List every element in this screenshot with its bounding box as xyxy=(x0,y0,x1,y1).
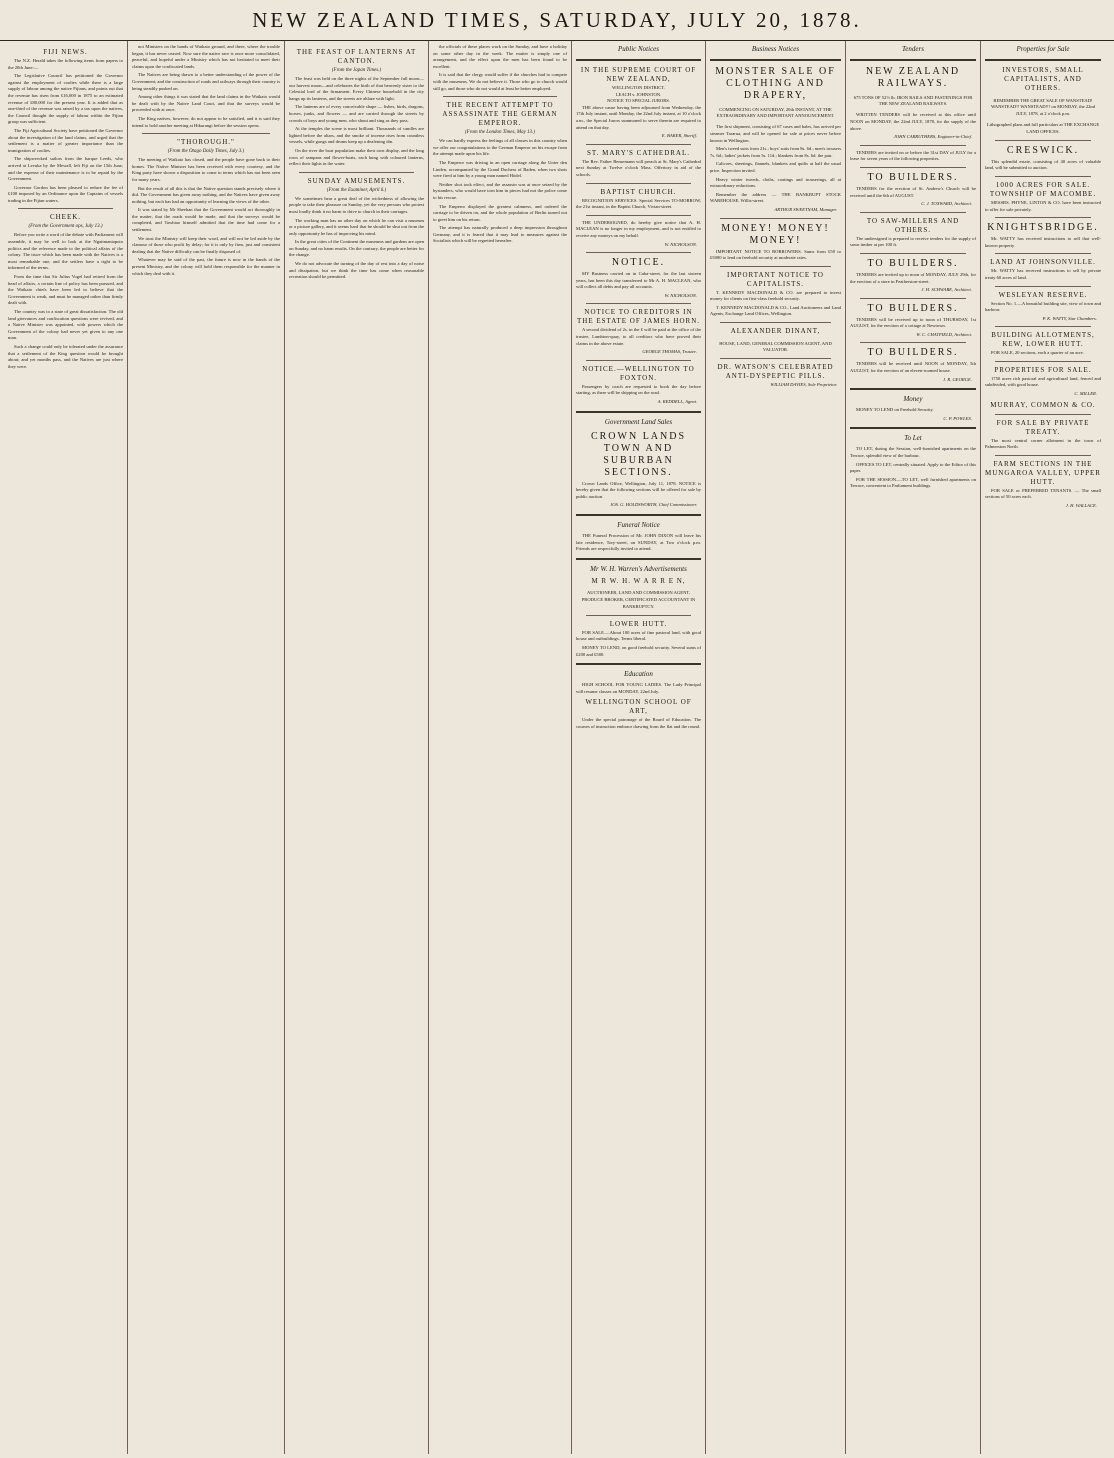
advert-title: ALEXANDER DINANT, xyxy=(730,327,821,336)
advert-text: Calicoes, sheetings, flannels, blankets and quilts at half the usual price. Inspection invited. xyxy=(710,161,841,173)
article-text: We do not advocate the turning of the day of rest into a day of noise and dissipation, but we think the time has come when reasonable recreation should be permitted. xyxy=(289,261,424,280)
divider xyxy=(443,96,557,97)
divider xyxy=(576,663,701,665)
article-source: (From the Examiner, April 6.) xyxy=(326,187,387,193)
section-header-government-land-sales: Government Land Sales xyxy=(604,417,673,426)
notice-text: THE Funeral Procession of Mr. JOHN DIXON will leave his late residence, Tory-street, on SUNDAY, at Two o'clock p.m. Friends are respectfully invited to attend. xyxy=(576,533,701,552)
article-text: The Emperor was driving in an open carriage along the Unter den Linden, accompanied by the Grand Duchess of Baden, when two shots were fired at him by a young man named Hödel. xyxy=(433,159,567,179)
divider xyxy=(586,303,691,304)
article-text: We can hardly express the feelings of all classes in this country when we offer our congratulations to the German Emperor on his escape from the attempt made upon his life. xyxy=(433,138,567,157)
advert-text: The first shipment, consisting of 67 cases and bales, has arrived per steamer Tararua, and will be opened for sale at prices never before known in Wellington. xyxy=(710,124,841,143)
article-text: In the great cities of the Continent the museums and gardens are open on Sunday, and no harm results. On the contrary, the people are better for the change. xyxy=(289,239,424,258)
property-signature: J. H. WALLACE. xyxy=(1065,503,1097,509)
advert-signature: C. P. POWLES. xyxy=(943,415,972,421)
advert-signature: ARTHUR SWEETNAM, Manager. xyxy=(774,206,837,212)
property-title: MURRAY, COMMON & CO. xyxy=(990,400,1096,409)
divider xyxy=(586,360,691,361)
notice-case: LEACH v. JOHNSTON. xyxy=(615,91,662,97)
tender-signature: J. H. SCHWABE, Architect. xyxy=(921,287,972,293)
article-text: The Fiji Agricultural Society have petitioned the Governor about the investigation of the land claims, and urged that the settlement is a matter of greater importance than the immigration of coolies. xyxy=(8,127,123,153)
property-text: Mr. WATTY has received instructions to sell that well-known property. xyxy=(985,236,1101,248)
column-5 xyxy=(572,41,706,1454)
advert-text: HOUSE, LAND, GENERAL COMMISSION AGENT, AND VALUATOR. xyxy=(719,340,832,353)
notice-text: THE UNDERSIGNED, do hereby give notice that A. H. MACLEAN is no longer in my employment, and is not entitled to receive any moneys on my behalf. xyxy=(576,219,701,238)
notice-text: Passengers by coach are requested to book the day before starting, as there will be shipping on the road. xyxy=(576,383,701,396)
divider xyxy=(586,183,691,184)
divider xyxy=(850,427,976,429)
tender-text: TENDERS will be received up to noon of THURSDAY, 1st AUGUST, for the erection of a cottage at Newtown. xyxy=(850,316,976,329)
column-6 xyxy=(706,41,846,1454)
advert-text: COMMENCING ON SATURDAY, 20th INSTANT, AT THE EXTRAORDINARY AND IMPORTANT ANNOUNCEMENT. xyxy=(716,106,835,119)
property-title: INVESTORS, SMALL CAPITALISTS, AND OTHERS. xyxy=(1002,66,1084,92)
section-header-money: Money xyxy=(903,395,923,404)
column-4 xyxy=(429,41,572,1454)
article-text: The N.Z. Herald takes the following items from papers to the 20th June:— xyxy=(8,58,123,70)
advert-title: LOWER HUTT. xyxy=(609,619,668,628)
advert-text: TO LET, during the Session, well-furnished apartments on the Terrace, splendid view of the harbour. xyxy=(850,446,976,459)
property-title: FOR SALE BY PRIVATE TREATY. xyxy=(996,418,1090,436)
column-3 xyxy=(285,41,429,1454)
masthead xyxy=(0,0,1114,41)
notice-text: RECOGNITION SERVICES. Special Services TO-MORROW, the 21st instant, in the Baptist Church, Vivian-street. xyxy=(576,197,701,210)
tender-title: NEW ZEALAND RAILWAYS. xyxy=(865,66,961,89)
tender-title: TO BUILDERS. xyxy=(867,171,959,183)
advert-text: Men's tweed suits from 21s.; boys' suits from 8s. 6d.; men's trousers 7s. 6d.; ladies' jackets from 5s. 11d.; blankets from 8s. 6d. the pair. xyxy=(710,146,841,158)
divider xyxy=(860,342,966,343)
property-text: Lithographed plans and full particulars at THE EXCHANGE LAND OFFICES. xyxy=(986,121,1100,134)
property-title: WESLEYAN RESERVE. xyxy=(998,290,1088,299)
article-title-sunday: SUNDAY AMUSEMENTS. xyxy=(307,176,406,185)
section-header-warren: Mr W. H. Warren's Advertisements xyxy=(590,564,687,573)
section-header-business-notices: Business Notices xyxy=(751,45,800,53)
divider xyxy=(586,144,691,145)
tender-title: TO BUILDERS. xyxy=(867,302,959,314)
tender-text: TENDERS will be received until NOON of MONDAY, 5th AUGUST, for the erection of an eleven-roomed house. xyxy=(850,361,976,374)
property-text: The most central corner allotment in the town of Palmerston North. xyxy=(985,437,1101,450)
divider xyxy=(586,215,691,216)
tender-signature: C. J. TOXWARD, Architect. xyxy=(921,201,972,207)
tender-title: TO BUILDERS. xyxy=(867,257,959,269)
property-signature: P. K. WATTY, Star Chambers. xyxy=(1042,315,1097,321)
article-title-thorough: "THOROUGH." xyxy=(177,138,235,147)
advert-title: WELLINGTON SCHOOL OF ART, xyxy=(585,698,692,716)
notice-text: THE above cause having been adjourned from Wednesday, the 17th July instant, until Monday, the 22nd July instant, at 10 o'clock a.m., the Special Jurors summoned to serve therein are required to attend on that day. xyxy=(576,104,701,130)
notice-title: ST. MARY'S CATHEDRAL. xyxy=(586,148,691,157)
property-signature: C. MILLER. xyxy=(1074,391,1097,397)
divider xyxy=(720,358,831,359)
property-title: KNIGHTSBRIDGE. xyxy=(987,222,1099,234)
divider xyxy=(586,615,691,616)
divider xyxy=(142,133,270,134)
tender-text: TENDERS are invited up to noon of MONDAY, JULY 29th, for the erection of a store in Featherston-street. xyxy=(850,271,976,284)
advert-text: HIGH SCHOOL FOR YOUNG LADIES. The Lady Principal will resume classes on MONDAY, 22nd July. xyxy=(576,682,701,694)
property-title: CRESWICK. xyxy=(1006,144,1080,156)
divider xyxy=(576,411,701,413)
article-text: But the result of all this is that the Native question stands precisely where it did. The Government has given away nothing, and the Natives have given away nothing, but each has had an opportunity of learning the views of the other. xyxy=(132,185,280,204)
article-text: Governor Gordon has been pleased to reduce the fee of £100 imposed by an Ordinance upon the Captains of vessels trading in the Fijian waters. xyxy=(8,184,123,203)
article-text: not Ministers on the hands of Waikato ground, and there, where the trouble began, it has never ceased. Now sure the native race is once more consolidated, peaceful, and hopeful under a Ministry which has not hesitated to meet their claims upon the confiscated lands. xyxy=(132,44,280,69)
property-title: 1000 ACRES FOR SALE. TOWNSHIP OF MACOMBE. xyxy=(989,180,1097,198)
notice-title: IN THE SUPREME COURT OF NEW ZEALAND, xyxy=(580,66,697,83)
article-text: the officials of these places work on the Sunday, and have a holiday on some other day in the week. The matter is simply one of arrangement, and the effect upon the men has been found to be excellent. xyxy=(433,44,567,69)
divider xyxy=(850,388,976,390)
advert-title: MONEY! MONEY! MONEY! xyxy=(721,222,830,246)
section-header-to-let: To Let xyxy=(904,434,922,443)
divider xyxy=(576,59,701,61)
tender-title: TO BUILDERS. xyxy=(867,347,959,359)
columns xyxy=(4,41,1110,1454)
tender-text: 675 TONS OF 52½ lb. IRON RAILS AND FASTENINGS FOR THE NEW ZEALAND RAILWAYS. xyxy=(853,94,973,107)
advert-title: MONSTER SALE OF CLOTHING AND DRAPERY, xyxy=(715,66,836,101)
divider xyxy=(995,140,1091,141)
notice-text: A second dividend of 2s. in the £ will be paid at the office of the trustee, Lambton-quay, to all creditors who have proved their claims in the above estate. xyxy=(576,327,701,346)
advert-text: FOR THE SESSION.—TO LET, well furnished apartments on Terrace, convenient to Parliament buildings. xyxy=(850,476,976,489)
column-2 xyxy=(128,41,285,1454)
divider xyxy=(995,414,1091,415)
property-text: Section No. 1.—A beautiful building site, view of town and harbour. xyxy=(985,300,1101,313)
article-source: (From the Government ops, July 13.) xyxy=(28,224,103,230)
divider xyxy=(995,253,1091,254)
notice-title: CROWN LANDS TOWN AND SUBURBAN SECTIONS. xyxy=(590,430,687,478)
article-text: The working man has no other day on which he can visit a museum or a picture gallery, and it seems hard that he should be shut out from the only opportunity he has of improving his mind. xyxy=(289,217,424,236)
article-text: Before you write a word of the debate with Parliament will assemble, it may be well to look at the Ngatimaniapoto politics and the reference made to the political affairs of the colony. The truce which has been made with the Natives is a most remarkable one, and the settlers have a right to be informed of the terms. xyxy=(8,232,123,271)
advert-title: DR. WATSON'S CELEBRATED ANTI-DYSPEPTIC PILLS. xyxy=(717,363,834,381)
notice-text: The Rev. Father Bensemann will preach at St. Mary's Cathedral next Sunday at Twelve o'clock Mass. Offertory in aid of the schools. xyxy=(576,158,701,177)
notice-text: Crown Lands Office, Wellington, July 11, 1878. NOTICE is hereby given that the following sections will be offered for sale by public auction. xyxy=(576,480,701,499)
article-text: The Legislative Council has petitioned the Governor against the employment of coolies while there is a large supply of labour among the native Fijians, and points out that the revenue has risen from £16,000 in 1875 to an estimated revenue of £80,000 for the present year. It is added that as one-third of the revenue was raised by a tax upon the natives, the Council thought the supply of labour within the Fijian group was sufficient. xyxy=(8,73,123,125)
divider xyxy=(985,59,1101,61)
property-title: FARM SECTIONS IN THE MUNGAROA VALLEY, UPPER HUTT. xyxy=(985,459,1101,486)
article-text: The Natives are being drawn to a better understanding of the power of the Government; and the construction of roads and railways through their country is being steadily pushed on. xyxy=(132,72,280,91)
divider xyxy=(860,145,966,146)
divider xyxy=(860,253,966,254)
divider xyxy=(18,208,113,209)
page-title: NEW ZEALAND TIMES, SATURDAY, JULY 20, 1878. xyxy=(252,7,862,32)
divider xyxy=(860,167,966,168)
column-7 xyxy=(846,41,981,1454)
article-text: It was stated by Mr Sheehan that the Government would act thoroughly in the matter, that the roads would be made, and that the surveys would be completed, and Tawhiao himself admitted that the time had come for a settlement. xyxy=(132,207,280,233)
advert-text: T. KENNEDY MACDONALD & CO., Land Auctioneers and Land Agents, Exchange Land Offices, Wellington. xyxy=(710,304,841,317)
divider xyxy=(995,176,1091,177)
divider xyxy=(586,252,691,253)
tender-signature: JOHN CARRUTHERS, Engineer-in-Chief. xyxy=(893,134,972,140)
tender-signature: W. C. CHATFIELD, Architect. xyxy=(916,331,972,337)
article-text: Neither shot took effect, and the assassin was at once seized by the bystanders, who would have torn him in pieces had not the police come to his rescue. xyxy=(433,181,567,200)
article-text: It is said that the clergy would suffer if the churches had to compete with the museums. We do not believe it. Those who go to church would still go, and those who do not would at least be better employed. xyxy=(433,72,567,91)
article-source: (From the Otago Daily Times, July 3.) xyxy=(167,149,245,155)
notice-signature: W. NICHOLSON. xyxy=(664,241,697,247)
notice-signature: W. NICHOLSON. xyxy=(664,292,697,298)
divider xyxy=(995,361,1091,362)
divider xyxy=(576,514,701,516)
divider xyxy=(850,59,976,61)
article-text: We sometimes hear a great deal of the wickedness of allowing the people to take their pleasure on Sunday, yet the very persons who protest most loudly think it no harm to drive to church in their carriages. xyxy=(289,195,424,214)
notice-signature: JOS. G. HOLDSWORTH, Chief Commissioner. xyxy=(610,502,697,508)
divider xyxy=(720,218,831,219)
tender-signature: J. R. GEORGE. xyxy=(943,376,972,382)
tender-title: TO SAW-MILLERS AND OTHERS. xyxy=(866,216,960,234)
article-text: The shipwrecked sailors from the barque Leeds, who arrived at Levuka by the Mewall, left Fiji on the 15th June, and the expense of their maintenance is to be repaid by the Government. xyxy=(8,156,123,182)
article-title-cheek: CHEEK. xyxy=(49,213,82,222)
advert-title: IMPORTANT NOTICE TO CAPITALISTS. xyxy=(727,270,824,288)
property-text: This splendid estate, consisting of 40 acres of valuable land, will be submitted to auction. xyxy=(985,158,1101,171)
property-title: LAND AT JOHNSONVILLE. xyxy=(990,258,1096,267)
article-title-emperor: THE RECENT ATTEMPT TO ASSASSINATE THE GERMAN EMPEROR. xyxy=(442,101,558,128)
divider xyxy=(995,326,1091,327)
property-text: 1750 acres rich pastoral and agricultural land, fenced and subdivided, with good house. xyxy=(985,375,1101,388)
notice-title: NOTICE TO CREDITORS IN THE ESTATE OF JAMES HORN. xyxy=(576,308,701,326)
column-1 xyxy=(4,41,128,1454)
section-header-tenders: Tenders xyxy=(902,45,924,53)
article-text: Among other things it was stated that the land claims in the Waikato would be dealt with by the Native Land Court, and that the surveys would be proceeded with at once. xyxy=(132,94,280,113)
tender-text: TENDERS are invited on or before the 31st DAY of JULY for a lease for seven years of the following properties. xyxy=(850,149,976,162)
advert-title: M R W. H. W A R R E N, xyxy=(591,576,686,585)
property-text: Mr. WATTY has received instructions to sell by private treaty 60 acres of land. xyxy=(985,268,1101,280)
divider xyxy=(860,298,966,299)
notice-signature: GEORGE THOMAS, Trustee. xyxy=(642,349,697,355)
notice-heading: NOTICE TO SPECIAL JURORS. xyxy=(607,98,670,104)
article-title-lanterns: THE FEAST OF LANTERNS AT CANTON. xyxy=(296,48,417,65)
notice-title: NOTICE. xyxy=(611,257,666,269)
notice-signature: E. BAKER, Sheriff. xyxy=(661,133,697,139)
divider xyxy=(720,266,831,267)
divider xyxy=(299,172,414,173)
advert-text: Remember the address — THE BANKRUPT STOCK WAREHOUSE, Willis-street. xyxy=(710,191,841,204)
article-text: The country was to a state of great dissatisfaction. The old land grievances and confiscation questions were revived, and a Native Minister was appointed, with powers which the Government of the colony had never yet given to any one man. xyxy=(8,309,123,341)
tender-text: TENDERS for the erection of St. Andrew's Church will be received until the 6th of AUGUST. xyxy=(850,185,976,198)
tender-text: WRITTEN TENDERS will be received at this office until NOON on MONDAY, the 22nd JULY, 1878, for the supply of the above. xyxy=(850,112,976,131)
article-text: The attempt has naturally produced a deep impression throughout Germany, and it is feared that it may lead to measures against the Socialists which will be regretted hereafter. xyxy=(433,225,567,244)
advert-text: MONEY TO LEND on Freehold Security. xyxy=(856,407,934,413)
article-text: On the river the boat population make their own display, and the long rows of sampans and flower-boats, each hung with coloured lanterns, reflect their lights in the water. xyxy=(289,147,424,167)
property-text: FOR SALE or PREFERRED TENANTS. — The small sections of 50 acres each. xyxy=(985,487,1101,500)
advert-text: Heavy winter tweeds, cloths, coatings and trouserings, all at extraordinary reductions. xyxy=(710,176,841,189)
notice-signature: A. REDDELL, Agent. xyxy=(657,399,697,405)
divider xyxy=(860,212,966,213)
article-text: From the time that Sir Julius Vogel had retired from the head of affairs, a certain line of policy has been pursued, and the Waikato chiefs have been led to believe that the Government is weak, and must be managed rather than firmly dealt with. xyxy=(8,274,123,306)
advert-text: AUCTIONEER, LAND AND COMMISSION AGENT, PRODUCE BROKER, CERTIFICATED ACCOUNTANT IN BANKRUPTCY. xyxy=(581,590,696,609)
divider xyxy=(576,558,701,560)
advert-text: MONEY TO LEND, on good freehold security. Several sums of £200 and £500. xyxy=(576,644,701,657)
article-text: The Emperor displayed the greatest calmness, and ordered the carriage to be driven on, and the whole population of Berlin turned out to greet him on his return. xyxy=(433,203,567,222)
article-text: At the temples the scene is most brilliant. Thousands of candles are lighted before the altars, and the smoke of incense rises from countless vessels, while gongs and drums keep up a deafening din. xyxy=(289,126,424,145)
article-text: We trust the Ministry will keep their word, and will not be led aside by the clamour of those who profit by delay; for it is only by firm, just and consistent dealing that the Native difficulty can be finally disposed of. xyxy=(132,235,280,254)
article-text: The feast was held on the three nights of the September full moon—our harvest moon—and celebrates the birth of that heavenly sister to the Celestial lord of the firmament. Every Chinese household in the city hangs up its lanterns, and the streets are ablaze with light. xyxy=(289,76,424,101)
section-header-education: Education xyxy=(624,670,653,679)
section-header-properties: Properties for Sale xyxy=(1016,45,1070,53)
article-title-fiji: FIJI NEWS. xyxy=(43,48,88,56)
divider xyxy=(710,59,841,61)
column-8 xyxy=(981,41,1105,1454)
tender-text: The undersigned is prepared to receive tenders for the supply of sawn timber at per 100 ft. xyxy=(850,235,976,248)
article-source: (From the Japan Times.) xyxy=(331,68,382,73)
property-text: REMEMBER THE GREAT SALE OF WANSTEAD! WANSTEAD!! WANSTEAD!!! on MONDAY, the 22nd JULY, 1878, at 2 o'clock p.m. xyxy=(990,97,1096,116)
notice-subtitle: WELLINGTON DISTRICT. xyxy=(612,85,665,90)
advert-text: T. KENNEDY MACDONALD & CO. are prepared to invest money for clients on first-class freehold security. xyxy=(710,289,841,302)
article-text: The meeting of Waikato has closed, and the people have gone back to their homes. The Native Minister has been received with every courtesy, and the King party have shown a disposition to come to terms which has not been seen for many years. xyxy=(132,157,280,182)
notice-title: NOTICE.—WELLINGTON TO FOXTON. xyxy=(582,364,695,382)
section-header-public-notices: Public Notices xyxy=(617,45,660,53)
advert-text: FOR SALE.—About 100 acres of fine pastoral land, with good house and outbuildings. Terms liberal. xyxy=(576,629,701,642)
property-text: FOR SALE, 20 sections, each a quarter of an acre. xyxy=(991,350,1084,356)
notice-text: MY Business carried on in Cuba-street, for the last sixteen years, has been this day transferred to Mr A. H. MACLEAN, who will collect all debts and pay all accounts. xyxy=(576,271,701,290)
divider xyxy=(720,322,831,323)
divider xyxy=(995,286,1091,287)
divider xyxy=(995,455,1091,456)
article-text: The lanterns are of every conceivable shape — fishes, birds, dragons, horses, junks, and flowers — and are carried through the streets by crowds of boys and young men, who shout and sing as they pass. xyxy=(289,104,424,123)
notice-title: BAPTIST CHURCH. xyxy=(600,187,677,196)
article-source: (From the London Times, May 13.) xyxy=(465,130,535,136)
property-title: PROPERTIES FOR SALE. xyxy=(994,365,1092,374)
article-text: Such a change could only be tolerated under the assurance that a settlement of the King question would be brought about; and yet months pass, and the Natives are just where they were. xyxy=(8,343,123,369)
property-text: MESSRS. PHYNE, LINTON & CO. have been instructed to offer for sale privately. xyxy=(985,199,1101,212)
advert-text: Under the special patronage of the Board of Education. The courses of instruction embrace drawing from the flat and the round. xyxy=(576,717,701,729)
advert-signature: WILLIAM DAVIES, Sole Proprietor. xyxy=(770,382,837,388)
advert-text: OFFICES TO LET, centrally situated. Apply to the Editor of this paper. xyxy=(850,461,976,474)
section-header-funeral-notice: Funeral Notice xyxy=(617,521,660,529)
property-title: BUILDING ALLOTMENTS, KEW, LOWER HUTT. xyxy=(991,331,1095,349)
divider xyxy=(995,217,1091,218)
article-text: Whatever may be said of the past, the future is now in the hands of the present Ministry, and the colony will hold them responsible for the manner in which they deal with it. xyxy=(132,257,280,276)
advert-text: IMPORTANT NOTICE TO BORROWERS. Sums from £50 to £5000 to lend on freehold security at moderate rates. xyxy=(710,248,841,261)
article-text: The King natives, however, do not appear to be satisfied, and it is said they intend to hold another meeting at Hikurangi before the session opens. xyxy=(132,115,280,128)
